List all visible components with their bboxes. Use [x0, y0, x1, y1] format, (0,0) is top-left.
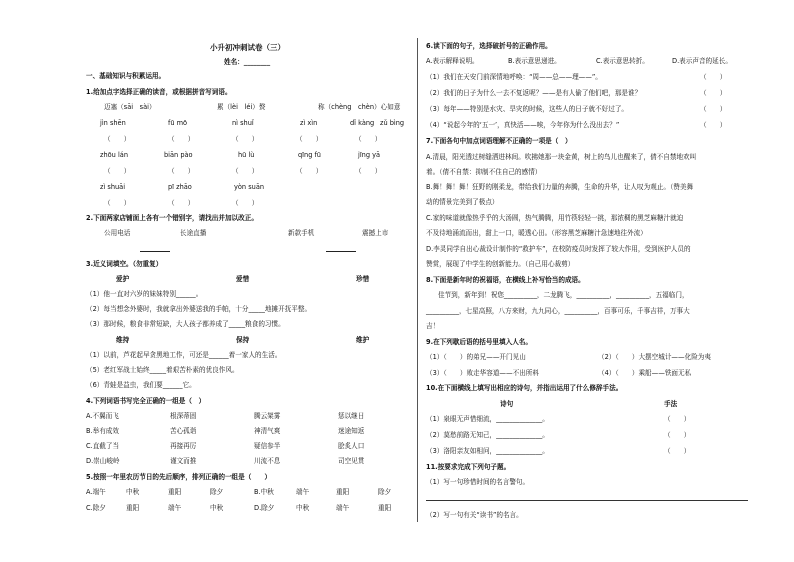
q1-pron-2: 累（lèi léi）赘: [217, 103, 266, 111]
q8-text: 吉！: [426, 322, 440, 330]
q7-option-text: 着。（倩不自禁：抑制不住自己的感情）: [426, 168, 542, 176]
option: 惩以继日: [338, 412, 365, 420]
option: 司空见贯: [338, 457, 365, 465]
answer-paren: （ ）: [104, 199, 131, 207]
option: 脍炙人口: [338, 442, 365, 450]
word-choice: 保持: [236, 336, 250, 344]
pinyin: yòn suān: [234, 183, 265, 191]
q7-option-text: D.李灵同学自出心裁设计制作的“救护车”，在校防疫员时发挥了较大作用，受到医护人员的: [426, 245, 691, 253]
q6-stem: 6.读下面的句子，选择破折号的正确作用。: [426, 42, 552, 50]
q1-pron-1: 迈塞（sāi sài）: [104, 103, 156, 111]
answer-paren: （ ）: [700, 73, 727, 81]
option: A.不翼而飞: [86, 412, 119, 420]
q10-item: （1）泉眼无声惜细流，______________。: [426, 415, 549, 423]
q7-option-text: 动的情景完美到了极点）: [426, 198, 499, 206]
q9-item: （3）（ ）败走华容道——不出所料: [426, 369, 539, 377]
q4-stem: 4.下列词语书写完全正确的一组是（ ）: [86, 397, 206, 405]
option: B.中秋: [254, 488, 274, 496]
option: 重阳: [126, 504, 140, 512]
q9-item: （2）（ ）大摆空城计——化险为夷: [598, 353, 711, 361]
q3-sentence: （3）那时候，粮食非常短缺，大人孩子都养成了_____粮食的习惯。: [86, 320, 285, 328]
shop-sign: 震撼上市: [362, 229, 389, 237]
option: 重阳: [336, 488, 350, 496]
q3-stem: 3.近义词填空。（勿重复）: [86, 260, 163, 268]
q7-option-text: A.清晨，阳光透过树缝洒进林间。吹拂她那一块金黄，树上的鸟儿也醒来了，倩不自禁地欢叫: [426, 153, 697, 161]
option: B.举有成效: [86, 427, 119, 435]
answer-paren: （ ）: [104, 135, 131, 143]
pinyin: fū mō: [168, 119, 188, 127]
page-title: 小升初冲刺试卷（三）: [210, 43, 285, 52]
pinyin: pī zhāo: [168, 183, 192, 191]
column-header: 手法: [664, 400, 678, 408]
pinyin: jìn shēn: [100, 119, 126, 127]
answer-paren: （ ）: [700, 105, 727, 113]
option: 除夕: [378, 488, 392, 496]
answer-paren: （ ）: [355, 135, 382, 143]
option: C.直截了当: [86, 442, 120, 450]
option: 中秋: [296, 504, 310, 512]
section-heading: 一、基础知识与积累运用。: [86, 72, 166, 80]
column-header: 诗句: [500, 400, 514, 408]
pinyin: biān pào: [164, 151, 193, 159]
column-divider: [417, 38, 418, 522]
option: D.除夕: [254, 504, 275, 512]
option: 川流不息: [254, 457, 281, 465]
q1-pron-3: 称（chèng chèn）心如意: [318, 103, 401, 111]
option: 端午: [336, 504, 350, 512]
word-choice: 珍惜: [356, 275, 370, 283]
q7-option-text: 赞赏，展现了中学生的创新能力。（自己用心裁剪）: [426, 260, 575, 268]
option: A.表示解释说明。: [426, 57, 479, 65]
word-choice: 维护: [356, 336, 370, 344]
q7-stem: 7.下面各句中加点词语理解不正确的一项是（ ）: [426, 137, 572, 145]
q3-sentence: （1）以前，芦花起早贪黑地工作，可还是______着一家人的生活。: [86, 351, 282, 359]
q11-stem: 11.按要求完成下列句子题。: [426, 463, 511, 471]
q7-option-text: B.舞！舞！舞！狂野的刚柔龙，带给我们力量的奔腾，生命的升华，让人叹为观止。（赞美舞: [426, 183, 694, 191]
q6-sentence: （1）我们在天安门前深情地呼唤：“周——总——理——”。: [426, 73, 602, 81]
option: 腾云架雾: [254, 412, 281, 420]
answer-paren: （ ）: [232, 135, 259, 143]
option: 迷途知返: [338, 427, 365, 435]
q6-sentence: （4）“说起今年的‘五一’，真快活——唉，今年你为什么没出去？”: [426, 121, 620, 129]
answer-paren: （ ）: [700, 121, 727, 129]
shop-sign: 公用电话: [104, 229, 131, 237]
q7-option-text: 不及待地涌流而出，甜上一口，暖透心田。（形容黑芝麻糖汁急速地往外流）: [426, 229, 647, 237]
q7-option-text: C.家的味道就像热乎乎的大汤圆，热气腾腾，用竹筷轻轻一挑，那浓稠的黑芝麻糖汁就迫: [426, 214, 684, 222]
q11-item: （2）写一句有关“读书”的名言。: [426, 511, 523, 519]
answer-paren: （ ）: [232, 199, 259, 207]
q6-sentence: （3）每年——特别是水灾、旱灾的时候，这些人的日子就不好过了。: [426, 105, 629, 113]
q3-sentence: （2）每当想念外婆时，我就拿出外婆送我的手帕，十分_____地摊开抚平整。: [86, 305, 312, 313]
pinyin: zhōu lán: [100, 151, 129, 159]
q8-text: 佳节到，新年到！祝您__________，二龙腾飞，__________，__________，五福临门，: [438, 291, 689, 299]
option: 神清气爽: [254, 427, 281, 435]
option: D.表示声音的延长。: [672, 57, 732, 65]
q9-stem: 9.在下列歇后语的括号里填入人名。: [426, 338, 532, 346]
pinyin: qīng fū: [298, 151, 321, 159]
pinyin: zì shuāi: [100, 183, 126, 191]
name-field-label: 姓名：________: [224, 58, 271, 66]
q11-item: （1）写一句珍惜时间的名言警句。: [426, 478, 530, 486]
answer-paren: （ ）: [104, 167, 131, 175]
option: 除夕: [210, 488, 224, 496]
shop-sign: 长途直播: [180, 229, 207, 237]
q10-item: （2）莫愁前路无知己，______________。: [426, 431, 549, 439]
word-choice: 爱护: [116, 275, 130, 283]
q8-stem: 8.下面是新年时的祝福语，在横线上补写恰当的成语。: [426, 276, 585, 284]
answer-paren: （ ）: [355, 167, 382, 175]
option: 根深蒂固: [170, 412, 197, 420]
q6-sentence: （2）我们的日子为什么一去不复返呢？——是有人偷了他们吧，那是谁？: [426, 89, 642, 97]
shop-sign: 新款手机: [288, 229, 315, 237]
q1-stem: 1.给加点字选择正确的读音，或根据拼音写词语。: [86, 88, 232, 96]
q2-stem: 2.下面两家店铺面上各有一个错别字，请找出并加以改正。: [86, 214, 258, 222]
answer-paren: （ ）: [168, 199, 195, 207]
answer-paren: （ ）: [700, 89, 727, 97]
answer-paren: （ ）: [168, 135, 195, 143]
option: C.表示意思转折。: [596, 57, 649, 65]
q10-item: （3）洛阳亲友如相问，______________。: [426, 447, 549, 455]
q10-stem: 10.在下面横线上填写出相应的诗句，并指出运用了什么修辞手法。: [426, 384, 623, 392]
option: 中秋: [126, 488, 140, 496]
option: C.除夕: [86, 504, 106, 512]
pinyin: jīng yā: [358, 151, 381, 159]
answer-paren: （ ）: [296, 135, 323, 143]
pinyin: zǔ bìng: [380, 119, 405, 127]
q5-stem: 5.按照一年里农历节日的先后顺序，排列正确的一组是（ ）: [86, 473, 272, 481]
option: 端午: [168, 504, 182, 512]
option: 重阳: [378, 504, 392, 512]
answer-line: [426, 500, 748, 501]
pinyin: nì shuǐ: [232, 119, 254, 127]
option: A.端午: [86, 488, 106, 496]
option: 苦心孤诣: [170, 427, 197, 435]
q3-sentence: （1）他一直对六岁的妹妹特别______。: [86, 290, 203, 298]
answer-line: [326, 244, 356, 252]
answer-paren: （ ）: [168, 167, 195, 175]
pinyin: dǐ kàng: [350, 119, 375, 127]
option: D.崇山峻岭: [86, 457, 120, 465]
q3-sentence: （5）老红军战士始终_____着艰苦朴素的优良作风。: [86, 366, 239, 374]
option: 重阳: [168, 488, 182, 496]
answer-paren: （ ）: [232, 167, 259, 175]
word-choice: 维持: [116, 336, 130, 344]
option: 再接再厉: [170, 442, 197, 450]
answer-line: [140, 244, 170, 252]
option: 端午: [296, 488, 310, 496]
word-choice: 爱惜: [236, 275, 250, 283]
answer-paren: （ ）: [296, 167, 323, 175]
q3-sentence: （6）青蛙是益虫，我们要______它。: [86, 381, 196, 389]
option: 中秋: [210, 504, 224, 512]
pinyin: zì xìn: [300, 119, 318, 127]
q8-text: __________，七星高照，八方来财，九九同心，__________，百事可乐，千事吉祥，万事大: [426, 307, 690, 315]
option: B.表示意思递进。: [508, 57, 561, 65]
answer-paren: （ ）: [664, 415, 691, 423]
answer-paren: （ ）: [664, 431, 691, 439]
answer-paren: （ ）: [664, 447, 691, 455]
q9-item: （1）（ ）的弟兄——开门见山: [426, 353, 526, 361]
pinyin: hū lù: [238, 151, 255, 159]
option: 疑信参半: [254, 442, 281, 450]
option: 谨文而推: [170, 457, 197, 465]
q9-item: （4）（ ）乘船——铁面无私: [598, 369, 692, 377]
